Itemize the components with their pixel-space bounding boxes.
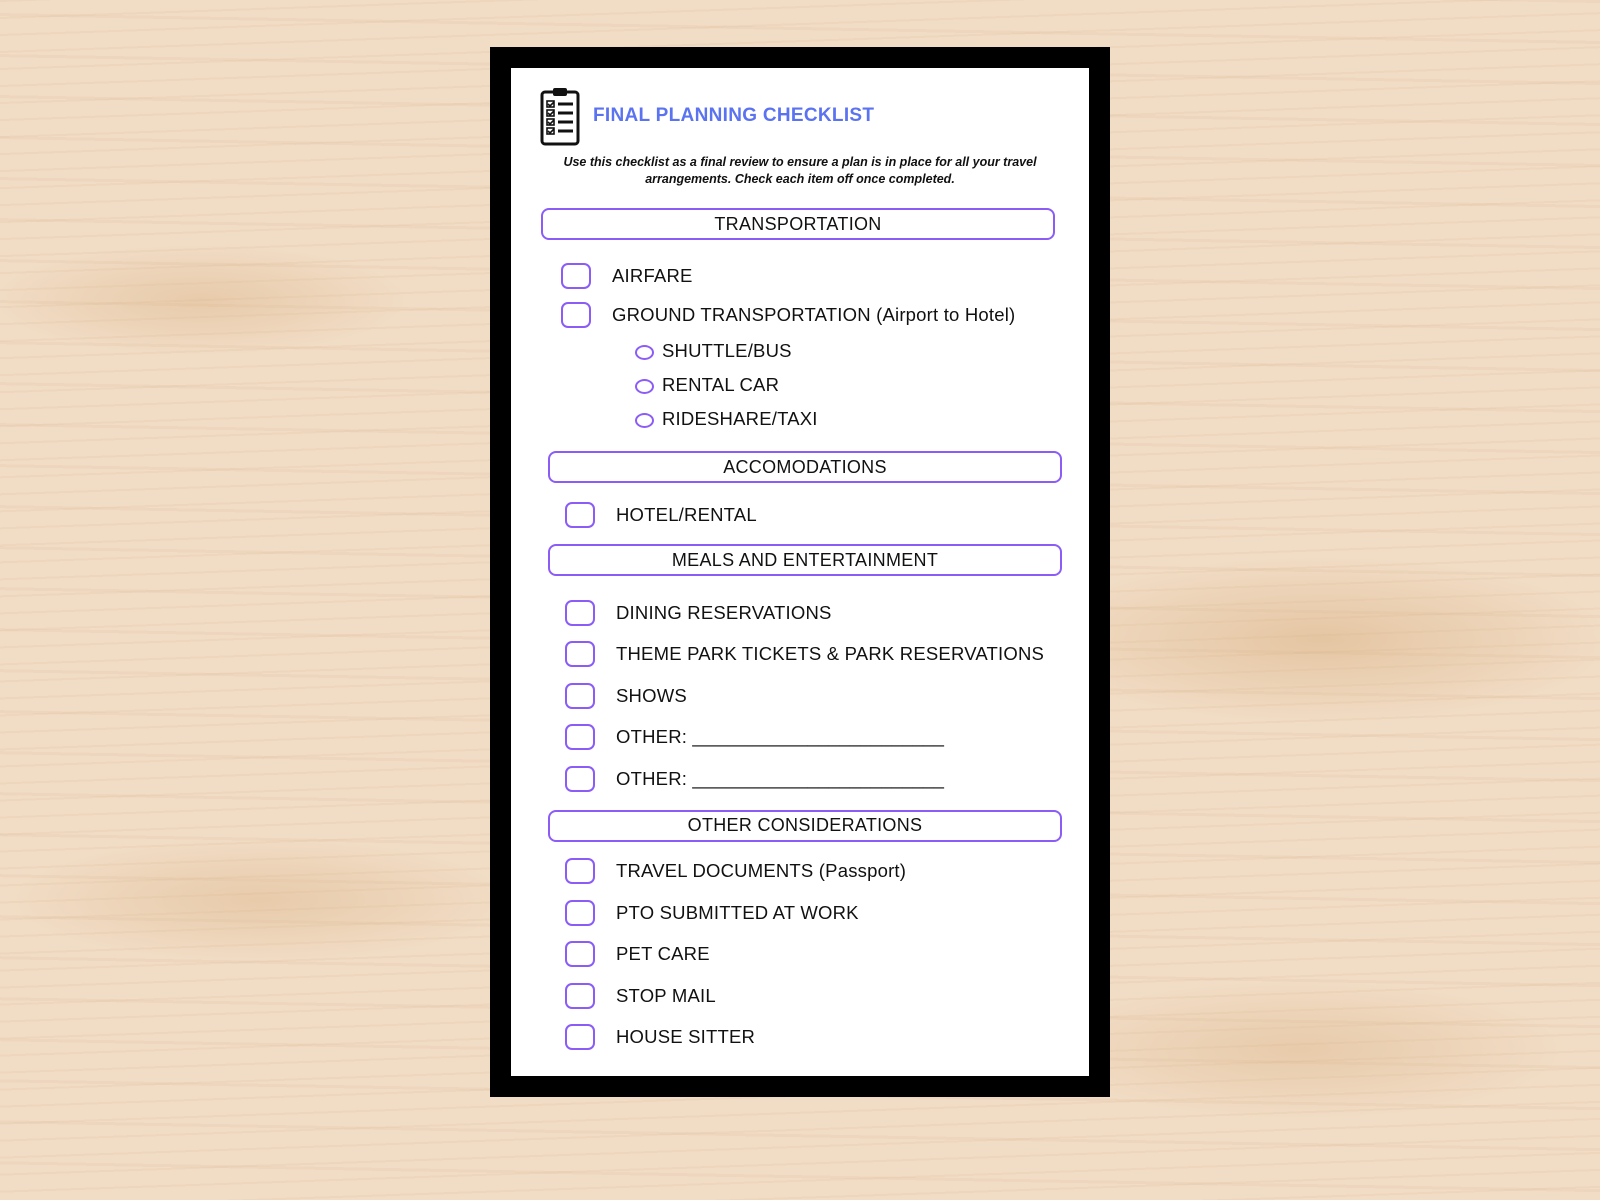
page-title: FINAL PLANNING CHECKLIST bbox=[593, 105, 875, 126]
clipboard-checklist-icon bbox=[539, 86, 581, 146]
checkbox[interactable] bbox=[565, 983, 595, 1009]
item-label: AIRFARE bbox=[612, 264, 693, 286]
item-label: OTHER: ________________________ bbox=[616, 767, 945, 789]
checklist-item bbox=[539, 499, 1061, 530]
checkbox[interactable] bbox=[565, 502, 595, 528]
sub-item bbox=[539, 368, 1061, 402]
item-label: OTHER: ________________________ bbox=[616, 726, 945, 748]
checklist-item bbox=[539, 758, 1061, 800]
item-label: DINING RESERVATIONS bbox=[616, 601, 832, 623]
checklist-item bbox=[539, 975, 1061, 1017]
sub-item bbox=[539, 334, 1061, 368]
item-label: HOUSE SITTER bbox=[616, 1026, 756, 1048]
section-header-other-considerations: OTHER CONSIDERATIONS bbox=[548, 810, 1062, 842]
checkbox[interactable] bbox=[561, 263, 591, 289]
item-label: THEME PARK TICKETS & PARK RESERVATIONS bbox=[616, 643, 1045, 665]
checklist-item bbox=[539, 892, 1061, 934]
poster-frame bbox=[490, 47, 1110, 1097]
checklist-item bbox=[539, 675, 1061, 717]
checkbox[interactable] bbox=[565, 766, 595, 792]
checklist-item bbox=[539, 295, 1061, 334]
checkbox[interactable] bbox=[561, 302, 591, 328]
radio-circle[interactable] bbox=[635, 345, 654, 360]
checklist-sheet bbox=[511, 68, 1089, 1076]
header bbox=[539, 86, 1061, 146]
sub-item-label: SHUTTLE/BUS bbox=[662, 340, 792, 361]
checkbox[interactable] bbox=[565, 724, 595, 750]
item-label: GROUND TRANSPORTATION (Airport to Hotel) bbox=[612, 303, 1016, 325]
section-header-accommodations: ACCOMODATIONS bbox=[548, 451, 1062, 483]
item-label: PTO SUBMITTED AT WORK bbox=[616, 901, 859, 923]
item-label: HOTEL/RENTAL bbox=[616, 503, 757, 525]
checkbox[interactable] bbox=[565, 1024, 595, 1050]
checklist-item bbox=[539, 1017, 1061, 1059]
checkbox[interactable] bbox=[565, 683, 595, 709]
section-header-transportation: TRANSPORTATION bbox=[541, 208, 1055, 240]
checklist-item bbox=[539, 934, 1061, 976]
checklist-item bbox=[539, 256, 1061, 295]
checklist-item bbox=[539, 717, 1061, 759]
sub-item bbox=[539, 402, 1061, 436]
checkbox[interactable] bbox=[565, 858, 595, 884]
checklist-item bbox=[539, 851, 1061, 893]
checkbox[interactable] bbox=[565, 600, 595, 626]
checkbox[interactable] bbox=[565, 900, 595, 926]
checklist-item bbox=[539, 592, 1061, 634]
radio-circle[interactable] bbox=[635, 379, 654, 394]
item-label: STOP MAIL bbox=[616, 984, 716, 1006]
section-header-meals-entertainment: MEALS AND ENTERTAINMENT bbox=[548, 544, 1062, 576]
item-label: SHOWS bbox=[616, 684, 687, 706]
radio-circle[interactable] bbox=[635, 413, 654, 428]
item-label: TRAVEL DOCUMENTS (Passport) bbox=[616, 860, 907, 882]
checkbox[interactable] bbox=[565, 641, 595, 667]
sub-item-label: RENTAL CAR bbox=[662, 374, 780, 395]
sub-item-label: RIDESHARE/TAXI bbox=[662, 408, 818, 429]
intro-text: Use this checklist as a final review to ensure a plan is in place for all your travel arrangements. Check each item off once completed. bbox=[563, 155, 1037, 186]
checklist-item bbox=[539, 634, 1061, 676]
item-label: PET CARE bbox=[616, 943, 710, 965]
checkbox[interactable] bbox=[565, 941, 595, 967]
